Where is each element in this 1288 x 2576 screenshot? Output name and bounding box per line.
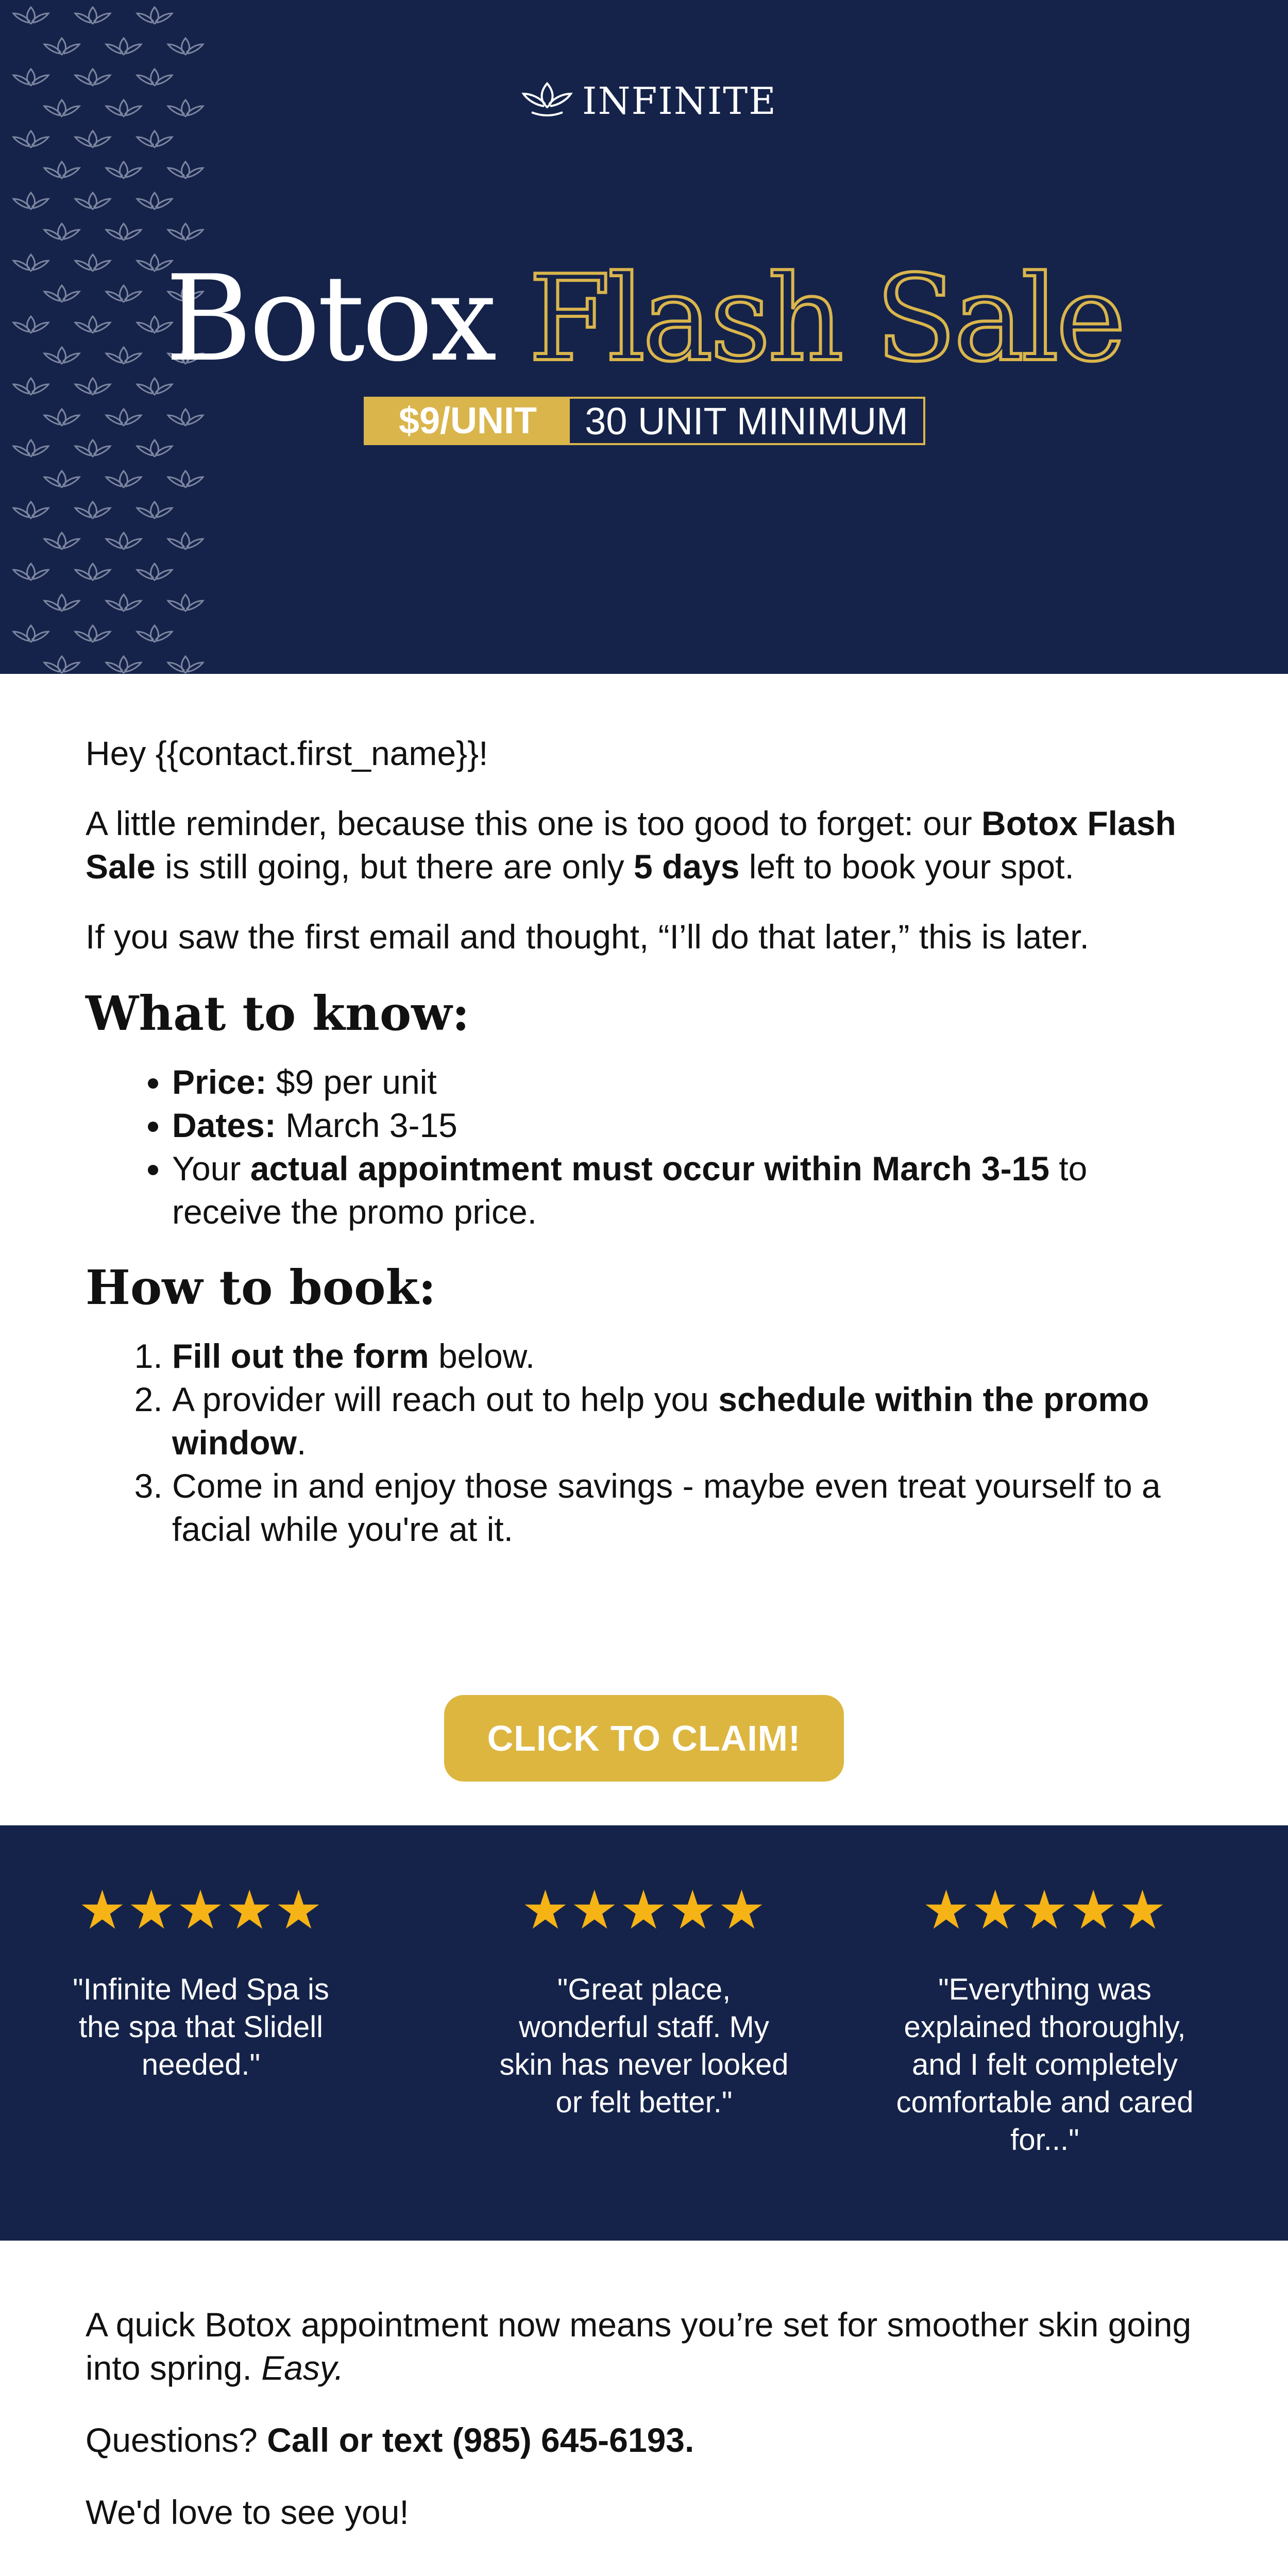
what-to-know-heading: What to know: (86, 986, 470, 1041)
review-quote: "Great place, wonderful staff. My skin has never looked or felt better." (499, 1973, 789, 2119)
review-card (895, 1882, 1194, 2159)
list-item-label: Price: (172, 1063, 267, 1101)
list-item (172, 1334, 1204, 1378)
review-quote: "Everything was explained thoroughly, and I felt completely comfortable and cared for..." (896, 1973, 1194, 2157)
hero-title-word-botox: Botox (165, 250, 494, 388)
star-rating-icon: ★★★★★ (78, 1880, 324, 1940)
list-item-text: . (296, 1423, 307, 1462)
review-quote: "Infinite Med Spa is the spa that Slidell needed." (73, 1973, 329, 2081)
cta-container (0, 1695, 1288, 1782)
price-banner (364, 397, 925, 445)
list-item-text: below. (429, 1337, 535, 1375)
closing-emphasis: Easy. (261, 2349, 344, 2387)
star-rating-icon: ★★★★★ (922, 1880, 1168, 1940)
reminder-text: A little reminder, because this one is too good to forget: our (86, 804, 982, 842)
list-item-label: Fill out the form (172, 1337, 429, 1375)
list-item-label: Dates: (172, 1106, 276, 1144)
how-to-book-heading: How to book: (86, 1260, 436, 1315)
star-rating-icon: ★★★★★ (521, 1880, 767, 1940)
list-item (172, 1104, 1204, 1147)
hero-title (0, 247, 1288, 392)
brand-logo[interactable] (521, 77, 777, 125)
sign-off: We'd love to see you! (86, 2493, 409, 2531)
reminder-days-left: 5 days (633, 848, 740, 886)
list-item-text: Come in and enjoy those savings - maybe even treat yourself to a facial while you're at it. (172, 1467, 1161, 1548)
claim-button[interactable]: CLICK TO CLAIM! (444, 1695, 844, 1782)
review-card (52, 1882, 350, 2083)
review-card (495, 1882, 793, 2121)
price-per-unit-badge: $9/UNIT (366, 399, 570, 443)
reviews-section (0, 1825, 1288, 2241)
questions-text: Questions? (86, 2421, 267, 2459)
what-to-know-list (86, 1060, 1204, 1233)
list-item-text: to receive the promo price. (172, 1149, 1088, 1231)
reminder-text-mid: is still going, but there are only (155, 848, 634, 886)
questions-phone[interactable]: Call or text (985) 645-6193. (267, 2421, 694, 2459)
lotus-icon (521, 80, 573, 122)
unit-minimum-label: 30 UNIT MINIMUM (585, 399, 908, 443)
reminder-text-end: left to book your spot. (739, 848, 1074, 886)
list-item-prefix: Your (172, 1149, 250, 1188)
list-item (172, 1147, 1204, 1233)
greeting: Hey {{contact.first_name}}! (86, 734, 488, 772)
list-item (172, 1378, 1204, 1464)
reminder-paragraph (86, 802, 1204, 888)
hero-title-word-flash-sale: Flash Sale (528, 250, 1123, 388)
questions-paragraph (86, 2418, 1204, 2462)
list-item-text: March 3-15 (276, 1106, 457, 1144)
closing-paragraph (86, 2303, 1204, 2389)
list-item-label: schedule within the promo window (172, 1380, 1149, 1462)
list-item (172, 1464, 1204, 1551)
list-item (172, 1060, 1204, 1104)
brand-name: INFINITE (582, 79, 777, 123)
later-paragraph: If you saw the first email and thought, “I’ll do that later,” this is later. (86, 918, 1089, 956)
reminder-sale-name: Botox Flash Sale (86, 804, 1176, 886)
list-item-prefix: A provider will reach out to help you (172, 1380, 719, 1418)
how-to-book-list (86, 1334, 1204, 1551)
hero-banner (0, 0, 1288, 674)
closing-section (86, 2303, 1204, 2563)
list-item-text: $9 per unit (266, 1063, 437, 1101)
email-body (86, 732, 1204, 1577)
closing-text: A quick Botox appointment now means you’re set for smoother skin going into spring. (86, 2306, 1192, 2387)
list-item-label: actual appointment must occur within March 3-15 (250, 1149, 1049, 1188)
